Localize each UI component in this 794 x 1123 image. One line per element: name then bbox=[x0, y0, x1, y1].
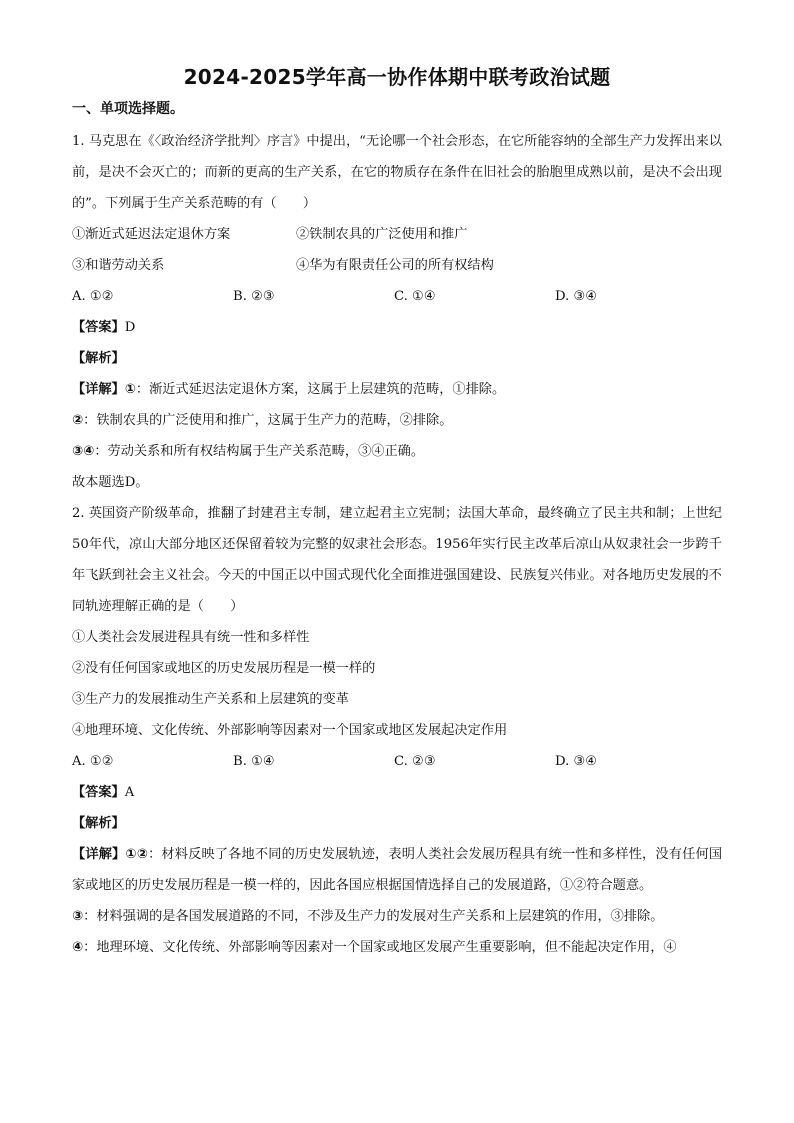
question-2-answer bbox=[72, 777, 722, 808]
question-2-detail-3 bbox=[72, 932, 722, 963]
question-1-item-4: ④华为有限责任公司的所有权结构 bbox=[296, 258, 494, 273]
question-2-option-b: B. ①④ bbox=[233, 754, 275, 769]
question-1-stem: 1. 马克思在《〈政治经济学批判〉序言》中提出，“无论哪一个社会形态，在它所能容纳的全部生产力发挥出来以前，是决不会灭亡的；而新的更高的生产关系，在它的物质存在条件在旧社会的胎胞里成熟以前，是决不会出现的”。下列属于生产关系范畴的有（ ） bbox=[72, 134, 722, 211]
question-1-option-c: C. ①④ bbox=[394, 289, 436, 304]
detail-text: ：材料反映了各地不同的历史发展轨迹，表明人类社会发展历程具有统一性和多样性，没有任何国家或地区的历史发展历程是一模一样的，因此各国应根据国情选择自己的发展道路，①②符合题意。 bbox=[72, 847, 722, 893]
detail-key: ③④ bbox=[72, 444, 95, 459]
question-1-detail-1 bbox=[72, 374, 722, 405]
question-1-items-row-1 bbox=[72, 219, 722, 250]
question-1-option-a: A. ①② bbox=[72, 289, 114, 304]
answer-value: A bbox=[124, 785, 135, 800]
question-2-analysis-label: 【解析】 bbox=[72, 816, 125, 831]
section-heading: 一、单项选择题。 bbox=[72, 101, 184, 117]
question-1-options bbox=[72, 281, 722, 312]
question-2-detail-2 bbox=[72, 901, 722, 932]
answer-value: D bbox=[124, 320, 136, 335]
question-2-option-c: C. ②③ bbox=[394, 754, 436, 769]
question-1-conclusion: 故本题选D。 bbox=[72, 475, 149, 490]
question-1-detail-2 bbox=[72, 405, 722, 436]
question-2-option-d: D. ③④ bbox=[555, 754, 598, 769]
question-1-option-d: D. ③④ bbox=[555, 289, 598, 304]
detail-key: ③ bbox=[72, 909, 84, 924]
question-1-detail-3 bbox=[72, 436, 722, 467]
question-2-item-1: ①人类社会发展进程具有统一性和多样性 bbox=[72, 630, 310, 645]
detail-text: ：材料强调的是各国发展道路的不同，不涉及生产力的发展对生产关系和上层建筑的作用，③排除。 bbox=[83, 909, 664, 924]
question-1-option-b: B. ②③ bbox=[233, 289, 275, 304]
detail-label: 【详解】 bbox=[72, 382, 125, 397]
answer-label: 【答案】 bbox=[72, 785, 125, 800]
question-1-item-1: ①渐近式延迟法定退休方案 bbox=[72, 227, 231, 242]
question-2-stem: 2. 英国资产阶级革命，推翻了封建君主专制，建立起君主立宪制；法国大革命，最终确立了民主共和制；上世纪50年代，凉山大部分地区还保留着较为完整的奴隶社会形态。1956年实行民主改革后凉山从奴隶社会一步跨千年飞跃到社会主义社会。今天的中国正以中国式现代化全面推进强国建设、民族复兴伟业。对各地历史发展的不同轨迹理解正确的是（ ） bbox=[72, 506, 722, 614]
document-page bbox=[72, 62, 722, 963]
question-2-option-a: A. ①② bbox=[72, 754, 114, 769]
question-1-items-row-2 bbox=[72, 250, 722, 281]
question-2-item-2: ②没有任何国家或地区的历史发展历程是一模一样的 bbox=[72, 661, 376, 676]
question-1-analysis-label: 【解析】 bbox=[72, 351, 125, 366]
detail-key: ② bbox=[72, 413, 84, 428]
question-1-answer bbox=[72, 312, 722, 343]
answer-label: 【答案】 bbox=[72, 320, 125, 335]
detail-key: ④ bbox=[72, 940, 84, 955]
question-2-detail-1 bbox=[72, 839, 722, 901]
question-1-item-2: ②铁制农具的广泛使用和推广 bbox=[296, 227, 468, 242]
detail-key: ① bbox=[124, 382, 136, 397]
page-title: 2024-2025学年高一协作体期中联考政治试题 bbox=[183, 65, 611, 89]
detail-key: ①② bbox=[125, 847, 149, 862]
question-2-item-4: ④地理环境、文化传统、外部影响等因素对一个国家或地区发展起决定作用 bbox=[72, 723, 508, 738]
question-1-item-3: ③和谐劳动关系 bbox=[72, 258, 165, 273]
detail-text: ：劳动关系和所有权结构属于生产关系范畴，③④正确。 bbox=[94, 444, 425, 459]
detail-text: ：地理环境、文化传统、外部影响等因素对一个国家或地区发展产生重要影响，但不能起决定作用，④ bbox=[83, 940, 677, 955]
question-2-item-3: ③生产力的发展推动生产关系和上层建筑的变革 bbox=[72, 692, 349, 707]
detail-text: ：渐近式延迟法定退休方案，这属于上层建筑的范畴，①排除。 bbox=[135, 382, 506, 397]
detail-text: ：铁制农具的广泛使用和推广，这属于生产力的范畴，②排除。 bbox=[83, 413, 453, 428]
question-2-options bbox=[72, 746, 722, 777]
detail-label: 【详解】 bbox=[72, 847, 126, 862]
